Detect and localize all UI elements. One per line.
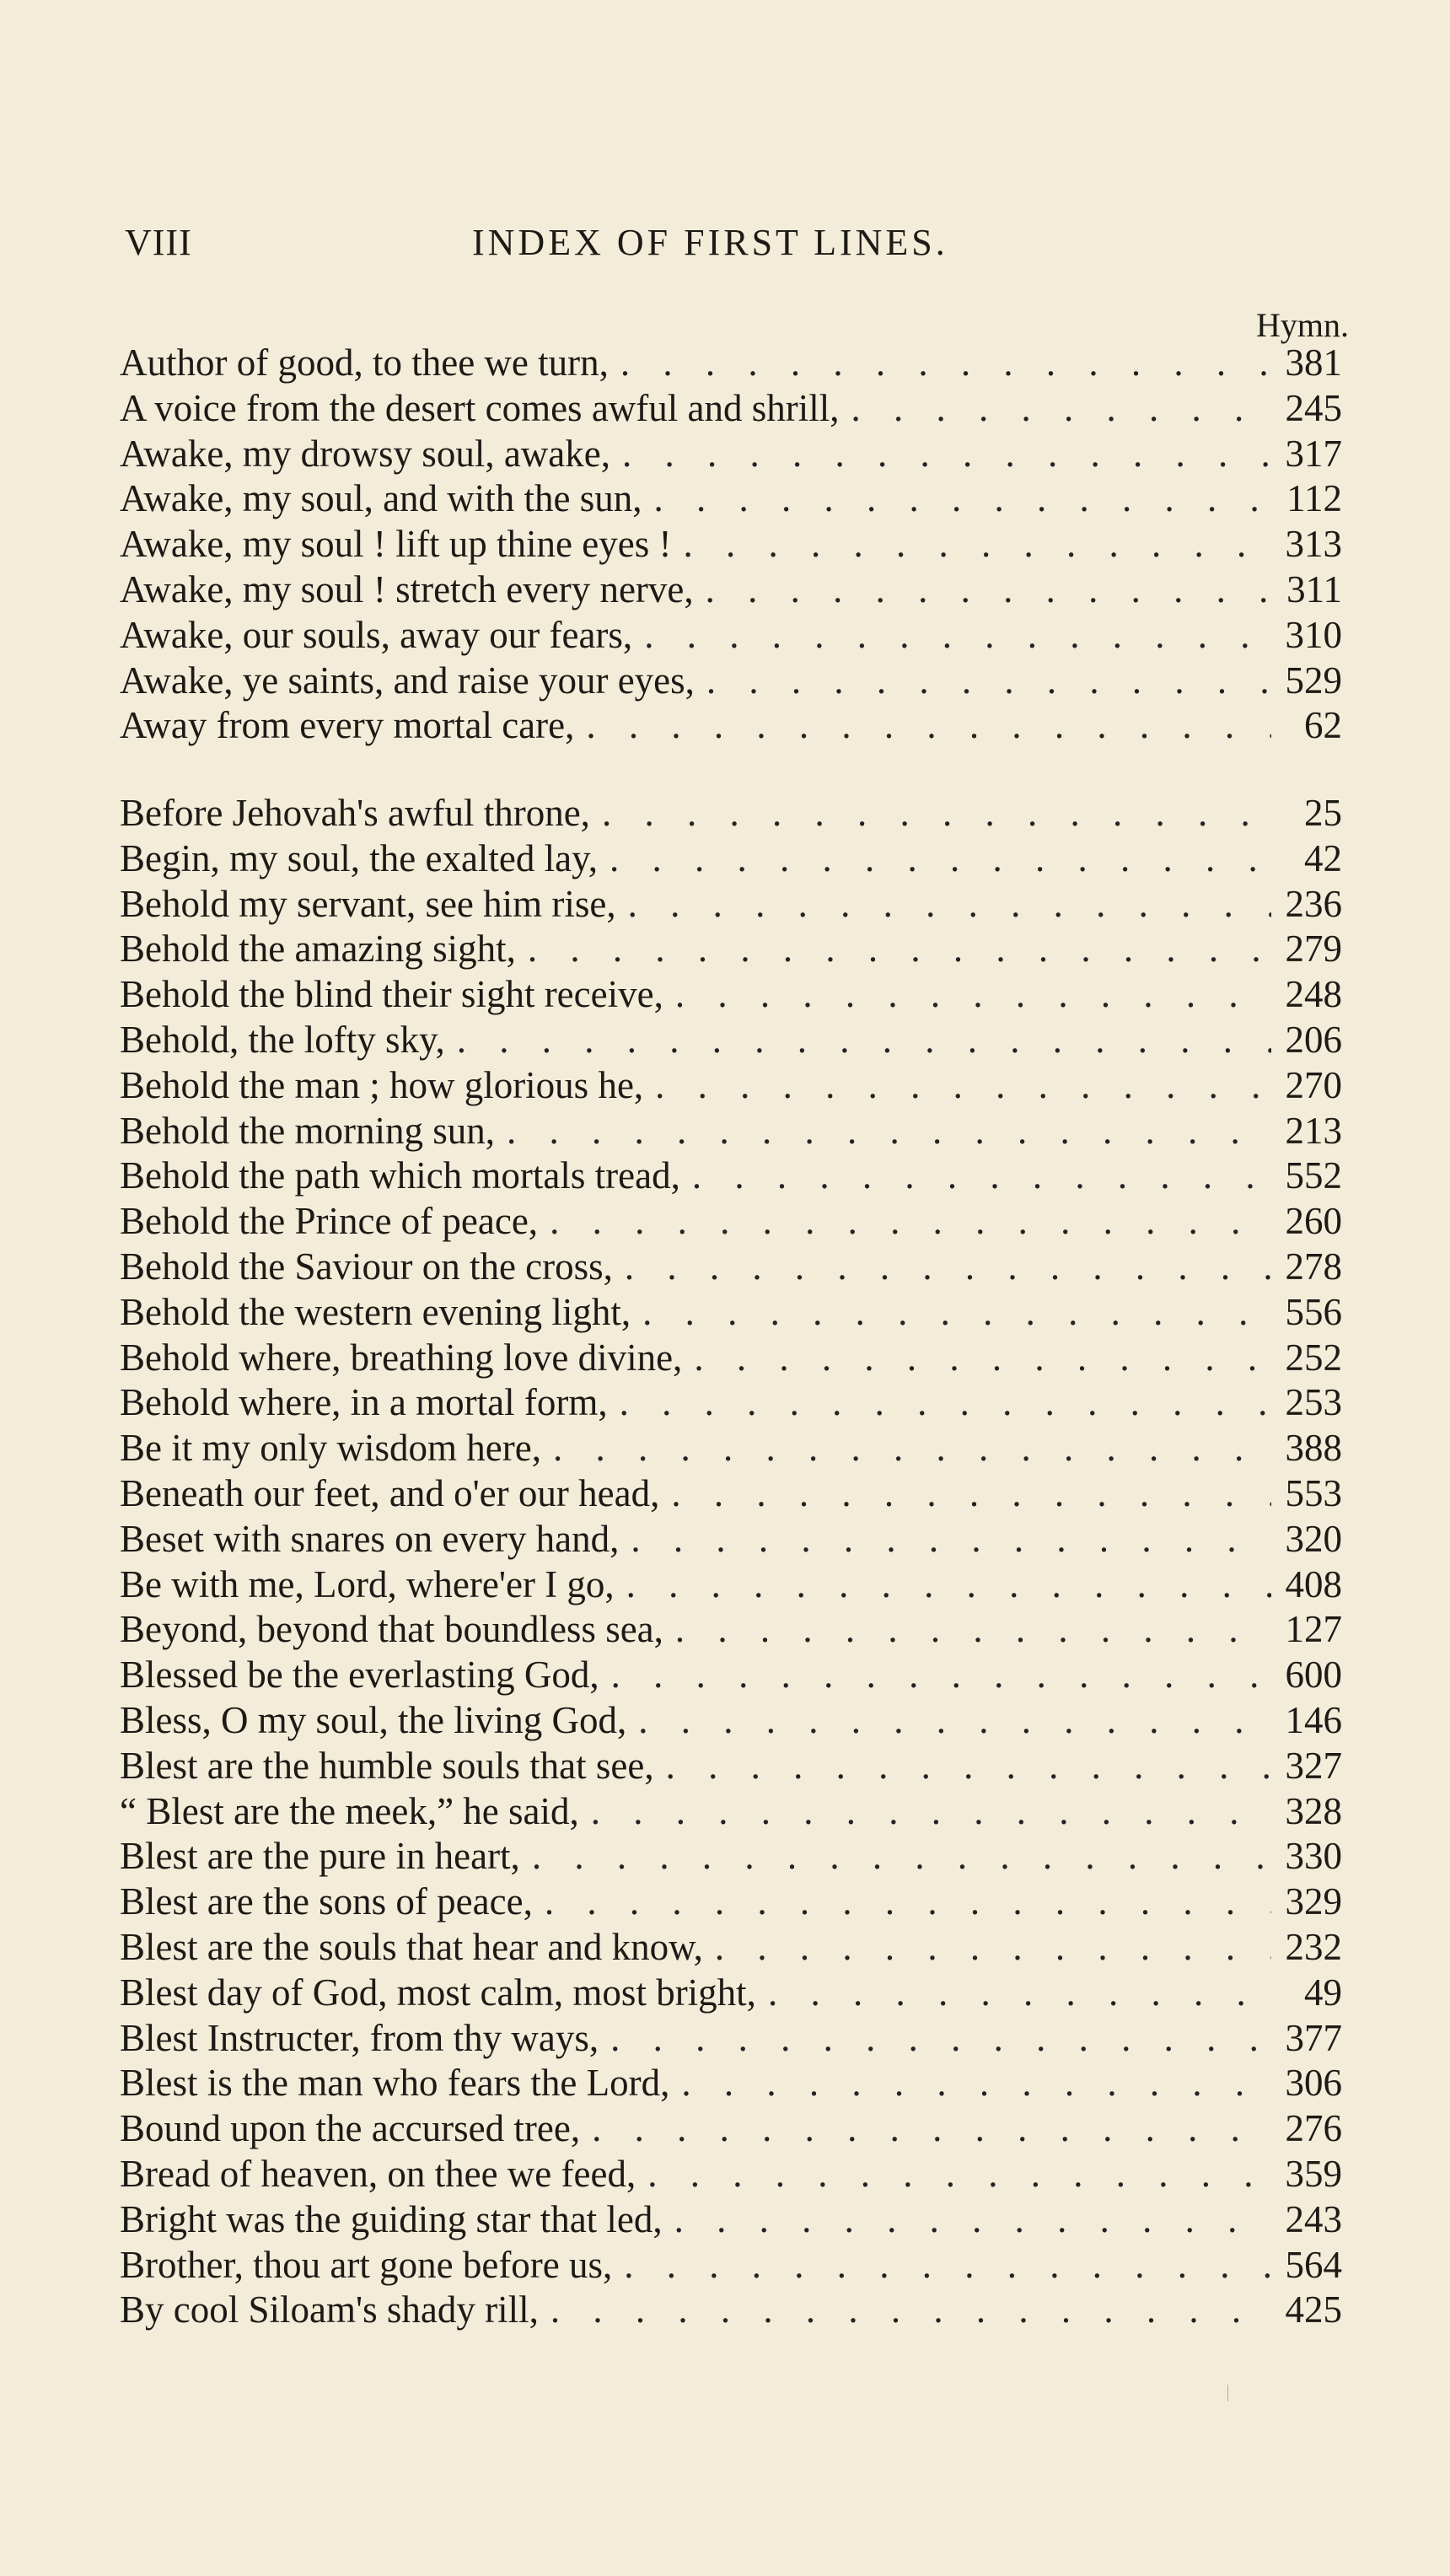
hymn-number: 127 [1285,1608,1342,1651]
dot-leader [663,2197,1271,2243]
index-entry [120,1698,1342,1744]
hymn-number: 553 [1285,1471,1342,1514]
hymn-number: 253 [1285,1381,1342,1424]
dot-leader [694,567,1271,613]
hymn-column-label: Hymn. [1256,306,1349,344]
dot-leader [541,1426,1271,1471]
hymn-number: 329 [1285,1880,1342,1923]
index-entry [120,1925,1342,1971]
index-entry [120,1245,1342,1290]
index-entry [120,1744,1342,1789]
first-line-text: Blest are the pure in heart, [120,1835,520,1878]
index-entry [120,1471,1342,1517]
dot-leader [682,1336,1271,1381]
dot-leader [632,613,1271,659]
index-entry [120,2106,1342,2152]
hymn-number: 327 [1285,1744,1342,1787]
hymn-number: 248 [1285,973,1342,1016]
first-line-text: Awake, our souls, away our fears, [120,613,633,656]
dot-leader [579,1789,1271,1835]
dot-leader [516,927,1271,972]
index-entry [120,836,1342,882]
hymn-number: 306 [1285,2062,1342,2105]
hymn-number: 388 [1285,1427,1342,1470]
first-line-text: Behold where, breathing love divine, [120,1336,683,1379]
dot-leader [680,1154,1271,1199]
dot-leader [659,1471,1271,1517]
first-line-text: Behold the Prince of peace, [120,1200,539,1243]
first-line-text: Blest are the sons of peace, [120,1880,533,1923]
dot-leader [495,1109,1271,1154]
index-entry [120,791,1342,836]
index-entry [120,1789,1342,1835]
dot-leader [695,659,1271,704]
index-entry [120,1290,1342,1336]
dot-leader [608,1380,1271,1426]
dot-leader [609,341,1271,386]
index-group-a [120,341,1342,749]
hymn-number: 279 [1285,928,1342,971]
index-entry [120,1607,1342,1653]
index-entry [120,972,1342,1018]
hymn-number: 213 [1285,1109,1342,1152]
first-line-text: Behold, the lofty sky, [120,1018,445,1061]
hymn-number: 320 [1285,1517,1342,1560]
index-entry [120,613,1342,659]
hymn-number: 260 [1285,1200,1342,1243]
index-entry [120,1336,1342,1381]
first-line-text: Behold the path which mortals tread, [120,1154,680,1197]
print-mark [1227,2385,1228,2401]
hymn-number: 278 [1285,1245,1342,1288]
first-line-text: Awake, my drowsy soul, awake, [120,432,610,475]
first-line-text: Bright was the guiding star that led, [120,2197,663,2240]
first-line-text: Beneath our feet, and o'er our head, [120,1471,660,1514]
index-entry [120,1880,1342,1925]
hymn-number: 243 [1285,2197,1342,2240]
index-entry [120,1109,1342,1154]
index-entry [120,1834,1342,1880]
hymn-number: 236 [1285,882,1342,925]
dot-leader [533,1880,1271,1925]
index-entry [120,2061,1342,2106]
hymn-number: 328 [1285,1789,1342,1832]
index-entry [120,567,1342,613]
first-line-text: Before Jehovah's awful throne, [120,792,590,834]
first-line-text: Bread of heaven, on thee we feed, [120,2152,636,2195]
dot-leader [663,1607,1271,1653]
dot-leader [590,791,1271,836]
first-line-text: Blest is the man who fears the Lord, [120,2062,670,2105]
first-line-text: Away from every mortal care, [120,704,575,747]
first-line-text: Blest Instructer, from thy ways, [120,2016,599,2059]
index-entry [120,703,1342,749]
hymn-number: 146 [1285,1698,1342,1741]
first-line-text: Awake, my soul ! stretch every nerve, [120,567,694,610]
first-line-text: Begin, my soul, the exalted lay, [120,836,598,879]
index-entry [120,927,1342,972]
dot-leader [643,1063,1271,1109]
dot-leader [574,703,1271,749]
first-line-text: Blest day of God, most calm, most bright, [120,1971,756,2014]
dot-leader [631,1290,1271,1336]
dot-leader [654,1744,1271,1789]
first-line-text: Behold the morning sun, [120,1109,495,1152]
first-line-text: Beset with snares on every hand, [120,1517,620,1560]
index-entry [120,432,1342,477]
hymn-number: 42 [1304,836,1342,879]
index-entry [120,2288,1342,2333]
dot-leader [626,1698,1271,1744]
hymn-number: 25 [1304,792,1342,834]
hymn-number: 270 [1285,1063,1342,1106]
first-line-text: By cool Siloam's shady rill, [120,2288,539,2331]
hymn-number: 49 [1304,1971,1342,2014]
hymn-number: 529 [1285,659,1342,702]
index-entry [120,2152,1342,2197]
hymn-number: 564 [1285,2243,1342,2286]
first-line-text: “ Blest are the meek,” he said, [120,1789,579,1832]
dot-leader [612,2243,1271,2288]
index-group-b [120,791,1342,2333]
first-line-text: Be it my only wisdom here, [120,1427,541,1470]
first-line-text: Author of good, to thee we turn, [120,341,609,384]
hymn-number: 232 [1285,1925,1342,1968]
dot-leader [840,386,1271,432]
dot-leader [610,432,1271,477]
dot-leader [616,882,1271,928]
hymn-number: 313 [1285,523,1342,566]
index-entry [120,1018,1342,1063]
dot-leader [520,1834,1271,1880]
index-entry [120,1971,1342,2016]
first-line-text: Bound upon the accursed tree, [120,2107,581,2150]
hymn-number: 252 [1285,1336,1342,1379]
index-entry [120,1063,1342,1109]
dot-leader [599,1653,1271,1698]
hymn-number: 425 [1285,2288,1342,2331]
dot-leader [703,1925,1271,1971]
first-line-text: Behold where, in a mortal form, [120,1381,608,1424]
page-number: VIII [125,222,192,263]
hymn-number: 245 [1285,386,1342,429]
index-entry [120,1380,1342,1426]
first-line-text: Behold the blind their sight receive, [120,973,663,1016]
index-entry [120,476,1342,522]
first-line-text: Awake, my soul, and with the sun, [120,477,642,520]
index-entry [120,386,1342,432]
first-line-text: Behold the western evening light, [120,1290,631,1333]
dot-leader [599,2016,1271,2062]
first-line-text: Behold the man ; how glorious he, [120,1063,644,1106]
first-line-text: Blessed be the everlasting God, [120,1654,599,1697]
first-line-text: Beyond, beyond that boundless sea, [120,1608,663,1651]
hymn-number: 381 [1285,341,1342,384]
hymn-number: 311 [1286,567,1342,610]
first-line-text: Awake, ye saints, and raise your eyes, [120,659,695,702]
index-entry [120,1653,1342,1698]
hymn-number: 552 [1285,1154,1342,1197]
hymn-number: 317 [1285,432,1342,475]
first-line-text: Behold the Saviour on the cross, [120,1245,613,1288]
first-line-text: Awake, my soul ! lift up thine eyes ! [120,523,672,566]
index-entry [120,1199,1342,1245]
hymn-number: 600 [1285,1654,1342,1697]
index-entry [120,2243,1342,2288]
first-line-text: Behold the amazing sight, [120,928,516,971]
hymn-number: 112 [1286,477,1342,520]
first-line-text: Brother, thou art gone before us, [120,2243,613,2286]
index-entry [120,1562,1342,1608]
page-header [125,221,1339,272]
dot-leader [642,476,1271,522]
index-entry [120,1154,1342,1199]
hymn-number: 206 [1285,1018,1342,1061]
dot-leader [671,522,1271,567]
hymn-number: 330 [1285,1835,1342,1878]
index-entry [120,1517,1342,1562]
first-line-text: Be with me, Lord, where'er I go, [120,1562,615,1605]
index-entry [120,1426,1342,1471]
dot-leader [538,1199,1271,1245]
hymn-number: 556 [1285,1290,1342,1333]
dot-leader [619,1517,1271,1562]
dot-leader [445,1018,1271,1063]
hymn-number: 408 [1285,1562,1342,1605]
index-entry [120,2197,1342,2243]
dot-leader [756,1971,1271,2016]
hymn-number: 377 [1285,2016,1342,2059]
first-line-text: Blest are the souls that hear and know, [120,1925,703,1968]
dot-leader [669,2061,1271,2106]
first-line-text: Behold my servant, see him rise, [120,882,616,925]
first-line-text: A voice from the desert comes awful and shrill, [120,386,840,429]
first-line-text: Bless, O my soul, the living God, [120,1698,627,1741]
index-entry [120,882,1342,928]
hymn-number: 359 [1285,2152,1342,2195]
dot-leader [613,1245,1271,1290]
first-line-text: Blest are the humble souls that see, [120,1744,654,1787]
index-entry [120,2016,1342,2062]
dot-leader [636,2152,1271,2197]
dot-leader [598,836,1271,882]
index-entry [120,659,1342,704]
index-entry [120,341,1342,386]
dot-leader [580,2106,1271,2152]
index-entry [120,522,1342,567]
dot-leader [615,1562,1271,1608]
hymn-number: 310 [1285,613,1342,656]
running-title: INDEX OF FIRST LINES. [472,222,948,263]
hymn-number: 62 [1304,704,1342,747]
hymn-number: 276 [1285,2107,1342,2150]
dot-leader [663,972,1271,1018]
dot-leader [539,2288,1271,2333]
